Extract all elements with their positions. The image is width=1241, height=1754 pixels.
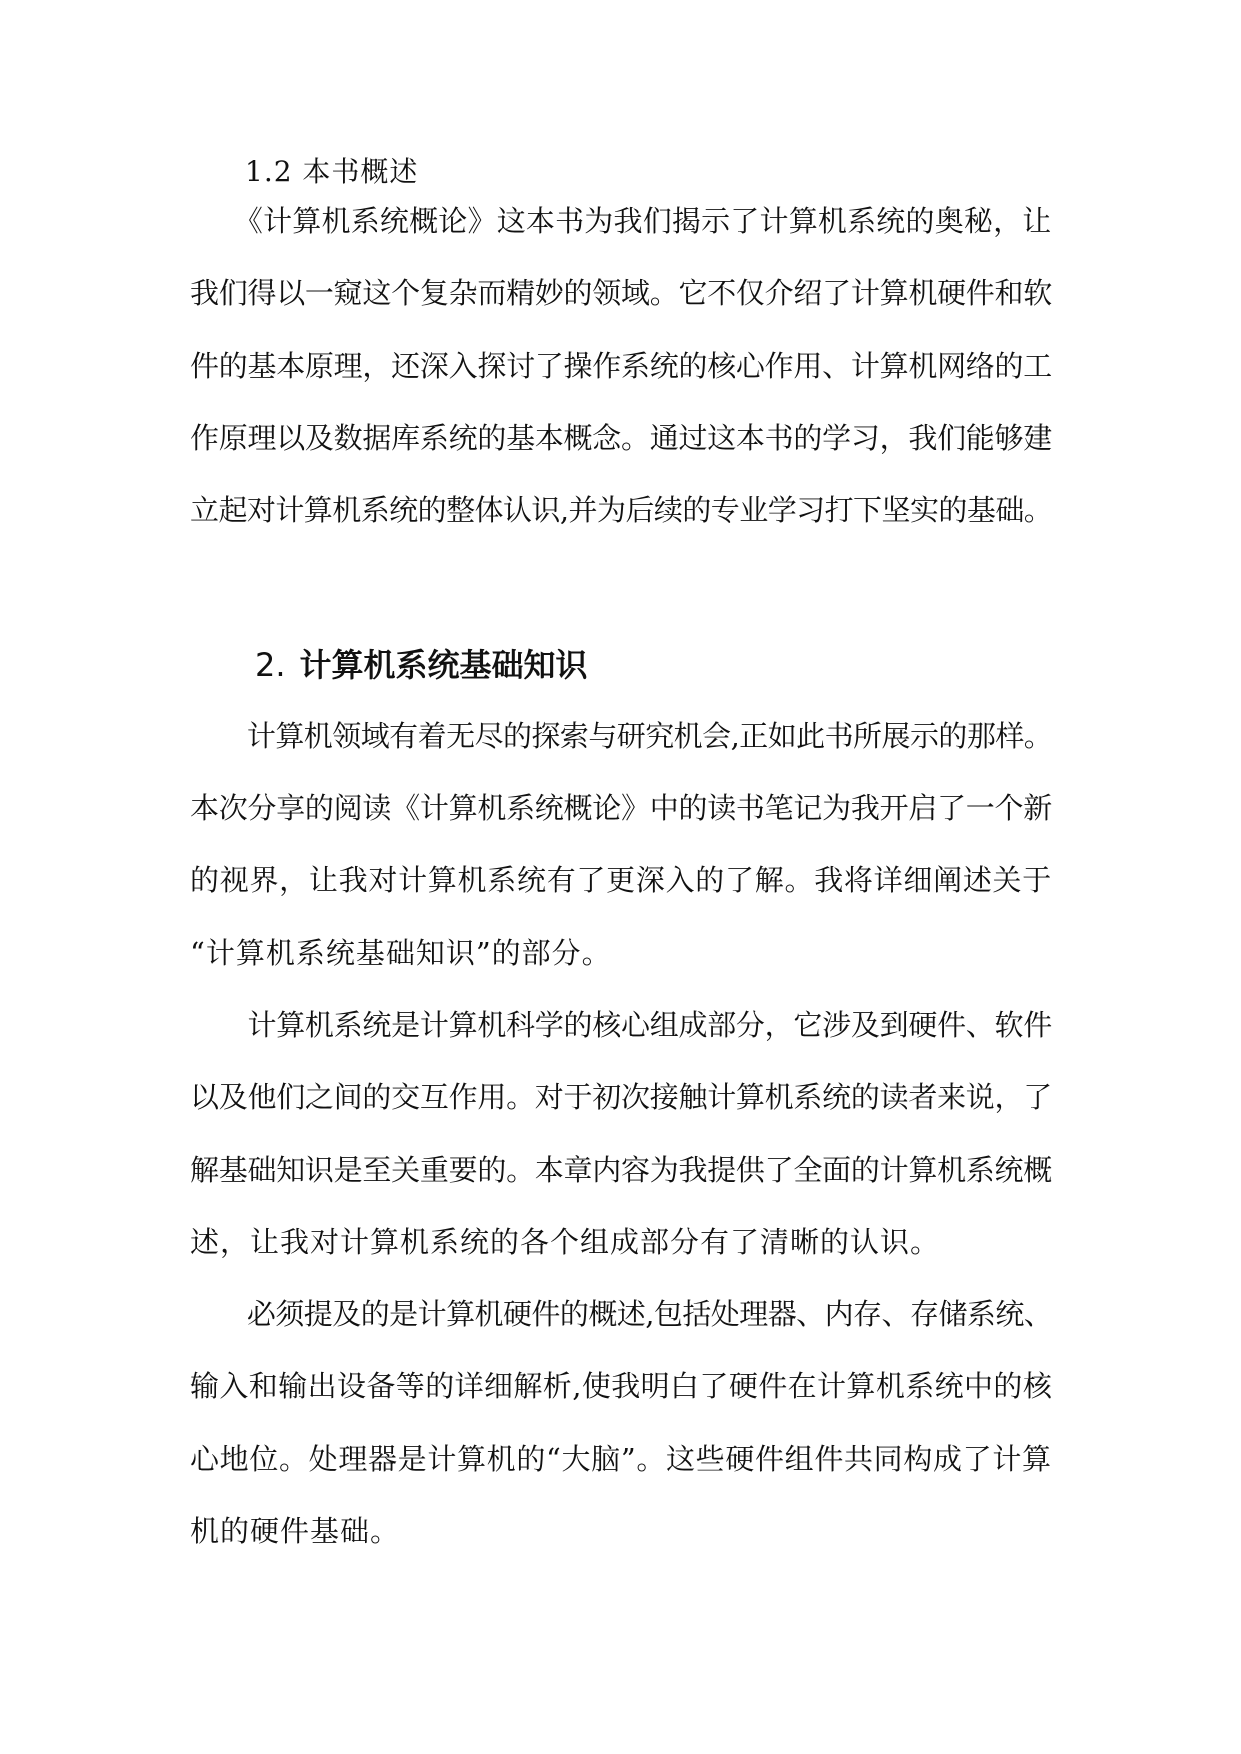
section-2-number: 2. bbox=[255, 646, 286, 684]
text-line: “计算机系统基础知识”的部分。 bbox=[190, 936, 612, 970]
text-line: 解基础知识是至关重要的。本章内容为我提供了全面的计算机系统概 bbox=[190, 1153, 1053, 1187]
text-line: 述，让我对计算机系统的各个组成部分有了清晰的认识。 bbox=[190, 1225, 941, 1259]
text-line: 计算机领域有着无尽的探索与研究机会,正如此书所展示的那样。 bbox=[190, 719, 1053, 753]
section-2-heading bbox=[255, 643, 588, 687]
section-1-2-title: 1.2 本书概述 bbox=[245, 155, 419, 188]
text-line: 《计算机系统概论》这本书为我们揭示了计算机系统的奥秘，让 bbox=[190, 204, 1052, 238]
text-line: 心地位。处理器是计算机的“大脑”。这些硬件组件共同构成了计算 bbox=[190, 1442, 1052, 1476]
text-line: 立起对计算机系统的整体认识,并为后续的专业学习打下坚实的基础。 bbox=[190, 493, 1053, 527]
text-line: 件的基本原理，还深入探讨了操作系统的核心作用、计算机网络的工 bbox=[190, 349, 1053, 383]
text-line: 以及他们之间的交互作用。对于初次接触计算机系统的读者来说，了 bbox=[190, 1080, 1053, 1114]
text-line: 作原理以及数据库系统的基本概念。通过这本书的学习，我们能够建 bbox=[190, 421, 1053, 455]
text-line: 的视界，让我对计算机系统有了更深入的了解。我将详细阐述关于 bbox=[190, 863, 1053, 897]
text-line: 我们得以一窥这个复杂而精妙的领域。它不仅介绍了计算机硬件和软 bbox=[190, 276, 1053, 310]
text-line: 必须提及的是计算机硬件的概述,包括处理器、内存、存储系统、 bbox=[190, 1297, 1053, 1331]
section-2-title: 计算机系统基础知识 bbox=[299, 646, 588, 684]
text-line: 输入和输出设备等的详细解析,使我明白了硬件在计算机系统中的核 bbox=[190, 1369, 1053, 1403]
text-line: 计算机系统是计算机科学的核心组成部分，它涉及到硬件、软件 bbox=[190, 1008, 1053, 1042]
text-line: 本次分享的阅读《计算机系统概论》中的读书笔记为我开启了一个新 bbox=[190, 791, 1053, 825]
text-line: 机的硬件基础。 bbox=[190, 1514, 401, 1548]
